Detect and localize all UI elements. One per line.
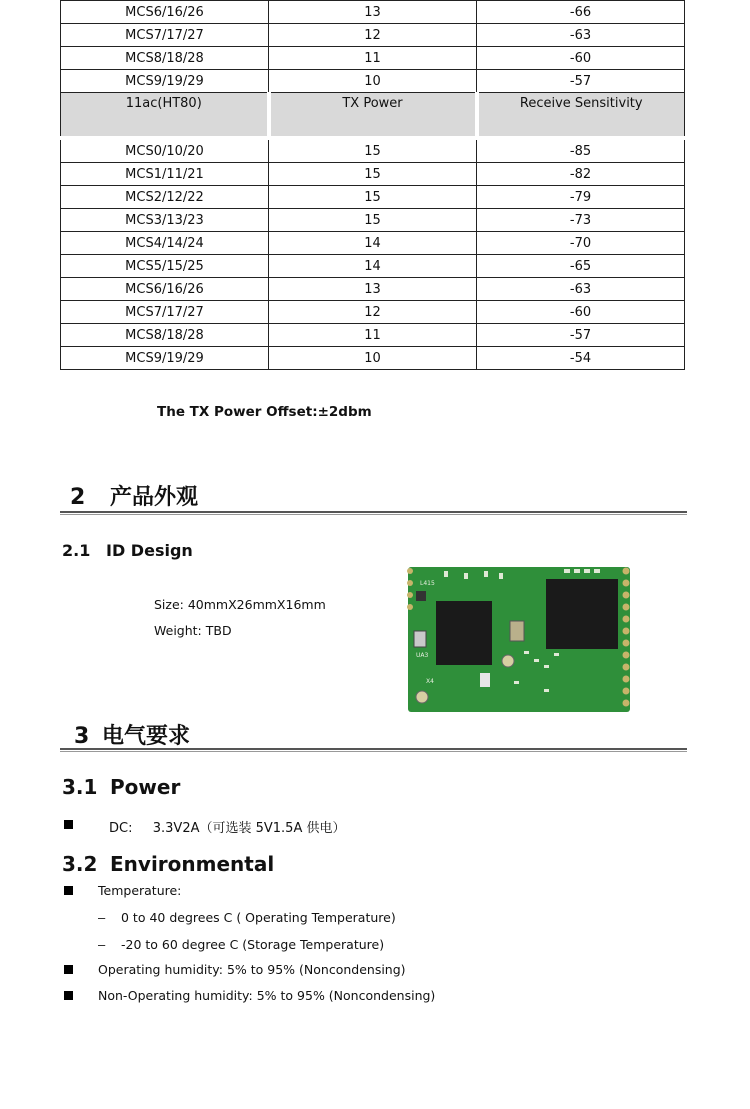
section-3-rule: [60, 748, 687, 752]
pcb-label-ua3: UA3: [416, 652, 429, 659]
table-cell: 15: [269, 209, 477, 232]
table-cell: MCS7/17/27: [61, 301, 269, 324]
table-cell: MCS9/19/29: [61, 70, 269, 93]
table-row: [61, 324, 685, 347]
subsection-3-1-heading: [62, 775, 180, 799]
table-cell: 14: [269, 255, 477, 278]
table-cell: -54: [477, 347, 685, 370]
dash-icon: –: [98, 910, 106, 925]
table-cell: 13: [269, 278, 477, 301]
section-3-number: 3: [74, 724, 90, 749]
table-cell: 12: [269, 24, 477, 47]
section-2-rule: [60, 511, 687, 515]
table-cell: 13: [269, 1, 477, 24]
humidity-item: Non-Operating humidity: 5% to 95% (Noncondensing): [98, 988, 436, 1003]
crystal: [510, 621, 524, 641]
table-cell: 14: [269, 232, 477, 255]
table-row: [61, 278, 685, 301]
temperature-label: Temperature:: [98, 883, 182, 898]
table-cell: 15: [269, 138, 477, 163]
table-header-row: [61, 93, 685, 139]
table-row: [61, 70, 685, 93]
module-photo: [404, 561, 632, 714]
temp-item: 0 to 40 degrees C ( Operating Temperature): [121, 910, 396, 925]
temp-item: -20 to 60 degree C (Storage Temperature): [121, 937, 385, 952]
table-cell: MCS7/17/27: [61, 24, 269, 47]
table-cell: 15: [269, 186, 477, 209]
table-cell: -63: [477, 278, 685, 301]
table-cell: -60: [477, 47, 685, 70]
table-cell: 10: [269, 347, 477, 370]
pcb-label-x4: X4: [426, 678, 434, 685]
dash-icon: –: [98, 937, 106, 952]
table-cell: MCS3/13/23: [61, 209, 269, 232]
table-row: [61, 209, 685, 232]
table-cell: MCS5/15/25: [61, 255, 269, 278]
section-2-number: 2: [70, 485, 86, 510]
table-cell: MCS2/12/22: [61, 186, 269, 209]
table-cell: -82: [477, 163, 685, 186]
humidity-item: Operating humidity: 5% to 95% (Noncondensing): [98, 962, 406, 977]
table-cell: TX Power: [269, 93, 477, 139]
dc-label: DC:: [109, 821, 133, 836]
table-cell: MCS1/11/21: [61, 163, 269, 186]
table-row: [61, 138, 685, 163]
table-row: [61, 186, 685, 209]
subsection-3-1-title: Power: [110, 775, 181, 799]
table-row: [61, 255, 685, 278]
section-3-title: 电气要求: [102, 724, 191, 749]
table-cell: MCS6/16/26: [61, 278, 269, 301]
sensitivity-table: [60, 0, 685, 370]
table-row: [61, 163, 685, 186]
section-3-heading: [74, 719, 190, 750]
table-cell: -66: [477, 1, 685, 24]
pcb-label-l415: L415: [420, 580, 435, 587]
table-cell: 10: [269, 70, 477, 93]
subsection-2-1-title: ID Design: [106, 541, 193, 560]
bullet-icon: [64, 886, 73, 895]
table-row: [61, 1, 685, 24]
antenna-connector-2: [416, 691, 428, 703]
table-cell: 11: [269, 324, 477, 347]
table-cell: -63: [477, 24, 685, 47]
component-small: [416, 591, 426, 601]
table-cell: 15: [269, 163, 477, 186]
table-row: [61, 301, 685, 324]
subsection-3-1-number: 3.1: [62, 775, 98, 799]
table-row: [61, 24, 685, 47]
table-cell: MCS8/18/28: [61, 324, 269, 347]
dc-value: 3.3V2A（可选装 5V1.5A 供电）: [152, 821, 346, 836]
subsection-3-2-title: Environmental: [110, 852, 275, 876]
table-cell: MCS8/18/28: [61, 47, 269, 70]
small-part: [480, 673, 490, 687]
chip-right: [546, 579, 618, 649]
table-cell: -73: [477, 209, 685, 232]
table-cell: -65: [477, 255, 685, 278]
table-cell: MCS6/16/26: [61, 1, 269, 24]
table-cell: 11ac(HT80): [61, 93, 269, 139]
bullet-icon: [64, 965, 73, 974]
section-2-title: 产品外观: [110, 485, 199, 510]
dc-line: [109, 817, 345, 836]
subsection-3-2-number: 3.2: [62, 852, 98, 876]
table-cell: 12: [269, 301, 477, 324]
weight-text: Weight: TBD: [154, 623, 232, 638]
size-text: Size: 40mmX26mmX16mm: [154, 597, 326, 612]
subsection-2-1-number: 2.1: [62, 541, 91, 560]
table-cell: MCS9/19/29: [61, 347, 269, 370]
subsection-3-2-heading: [62, 852, 274, 876]
bullet-icon: [64, 820, 73, 829]
table-row: [61, 347, 685, 370]
bullet-icon: [64, 991, 73, 1000]
table-cell: -70: [477, 232, 685, 255]
component-ua3: [414, 631, 426, 647]
table-cell: MCS0/10/20: [61, 138, 269, 163]
subsection-2-1-heading: [62, 541, 193, 560]
table-cell: 11: [269, 47, 477, 70]
table-cell: Receive Sensitivity: [477, 93, 685, 139]
table-cell: -79: [477, 186, 685, 209]
table-cell: -57: [477, 70, 685, 93]
tx-power-offset-note: The TX Power Offset:±2dbm: [157, 404, 372, 420]
section-2-heading: [70, 480, 198, 511]
table-cell: -57: [477, 324, 685, 347]
table-cell: MCS4/14/24: [61, 232, 269, 255]
table-cell: -85: [477, 138, 685, 163]
table-row: [61, 232, 685, 255]
table-cell: -60: [477, 301, 685, 324]
chip-left: [436, 601, 492, 665]
antenna-connector-1: [502, 655, 514, 667]
table-row: [61, 47, 685, 70]
